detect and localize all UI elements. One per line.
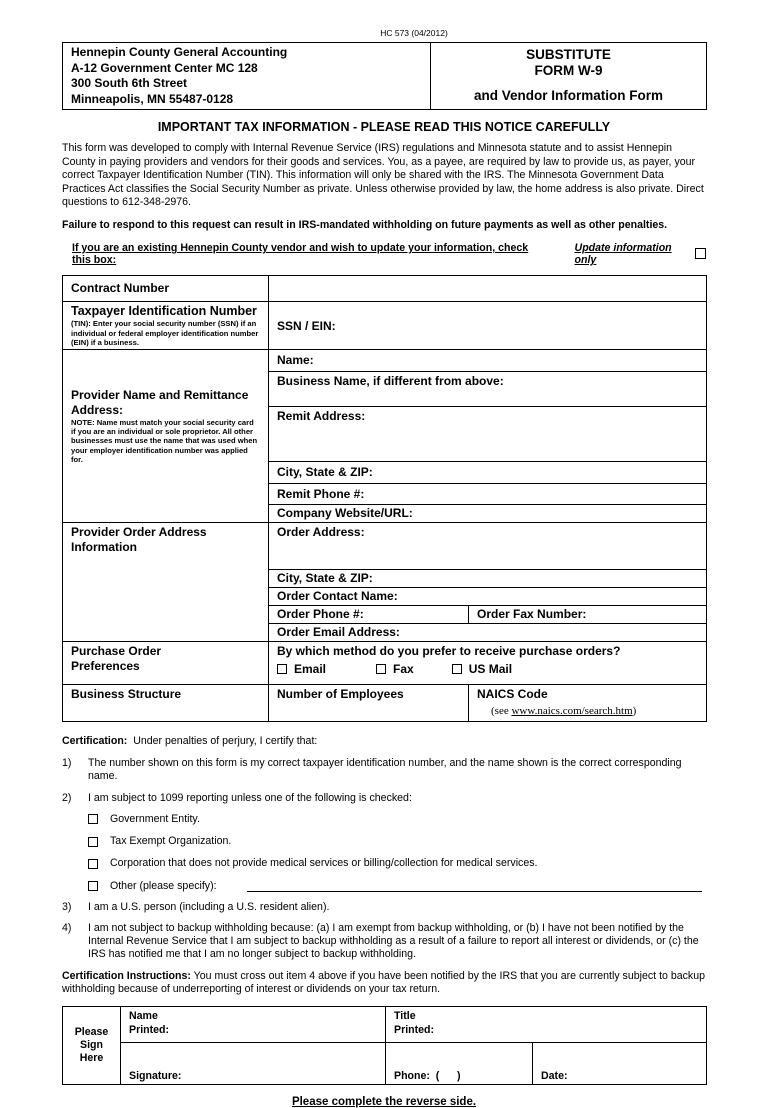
date-label: Date:: [541, 1069, 568, 1082]
business-name-label: Business Name, if different from above:: [277, 374, 504, 389]
cert-checkbox-taxexempt: [88, 835, 706, 848]
cert-checkbox-list: [88, 813, 706, 893]
naics-label: NAICS Code: [477, 687, 548, 702]
signature-field[interactable]: [121, 1042, 386, 1084]
sign-here-line-2: Sign: [80, 1038, 103, 1051]
tin-row: [63, 301, 707, 349]
po-option-fax: [376, 662, 414, 676]
certification-instructions-text: You must cross out item 4 above if you have been notified by the IRS that you are currently subject to backup withholding because of underreporting of interest or dividends on your tax return.: [62, 969, 706, 995]
corporation-checkbox[interactable]: [88, 859, 98, 869]
order-email-field[interactable]: [269, 624, 707, 642]
tax-exempt-checkbox[interactable]: [88, 837, 98, 847]
agency-address-cell: [63, 43, 431, 110]
signature-row-printed: [63, 1006, 707, 1042]
ssn-ein-field[interactable]: [269, 301, 707, 349]
employees-field[interactable]: [269, 685, 469, 722]
order-address-label: Order Address:: [277, 525, 365, 540]
tin-note: (TIN): Enter your social security number (SSN) if an individual or federal employer identification number (EIN) if a business.: [71, 319, 259, 347]
agency-line-1: Hennepin County General Accounting: [71, 45, 288, 59]
name-label: Name:: [277, 353, 314, 368]
fax-label: Fax: [393, 662, 414, 677]
certification-heading-line: [62, 735, 706, 748]
name-printed-field[interactable]: [121, 1006, 386, 1042]
title-printed-label-2: Printed:: [394, 1023, 435, 1036]
other-checkbox[interactable]: [88, 881, 98, 891]
certification-intro: Under penalties of perjury, I certify that:: [127, 735, 318, 748]
failure-warning: Failure to respond to this request can result in IRS-mandated withholding on future payments as well as other penalties.: [62, 218, 668, 231]
order-phone-field[interactable]: [269, 606, 469, 624]
cert-item-4-text: I am not subject to backup withholding because: (a) I am exempt from backup withholding, or (b) I have not been notified by the Internal Revenue Service that I am subject to backup withholding as a result of a failure to report all interest or dividends, or (c) the IRS has notified me that I am no longer subject to backup withholding.: [88, 921, 699, 961]
remit-city-field[interactable]: [269, 462, 707, 484]
form-title-line-2: FORM W-9: [534, 63, 603, 78]
order-phone-label: Order Phone #:: [277, 607, 364, 622]
order-address-row: [63, 523, 707, 570]
naics-see-prefix: (see: [491, 704, 512, 717]
government-entity-checkbox[interactable]: [88, 814, 98, 824]
business-structure-field[interactable]: [63, 685, 269, 722]
form-code: HC 573 (04/2012): [380, 28, 448, 38]
remittance-note: NOTE: Name must match your social security card if you are an individual or sole proprietor. All other businesses must use the name that was used when your employer identification number was applied for.: [71, 418, 258, 464]
title-printed-label-1: Title: [394, 1009, 416, 1022]
tin-label: Taxpayer Identification Number: [71, 303, 257, 318]
remit-address-label: Remit Address:: [277, 409, 366, 424]
order-address-field[interactable]: [269, 523, 707, 570]
tax-exempt-label: Tax Exempt Organization.: [110, 835, 232, 848]
remit-phone-field[interactable]: [269, 484, 707, 505]
agency-line-2: A-12 Government Center MC 128: [71, 60, 258, 75]
cert-item-1-text: The number shown on this form is my correct taxpayer identification number, and the name shown is the correct corresponding name.: [88, 757, 682, 783]
business-name-field[interactable]: [269, 372, 707, 407]
cert-item-1: [62, 757, 706, 783]
remittance-label-cell: [63, 350, 269, 523]
update-info-line: [72, 242, 706, 266]
phone-field[interactable]: [386, 1042, 533, 1084]
contract-number-row: [63, 275, 707, 301]
signature-label: Signature:: [129, 1069, 182, 1082]
corporation-label: Corporation that does not provide medical services or billing/collection for medical services.: [110, 857, 538, 870]
cert-item-1-num: 1): [62, 757, 72, 770]
order-city-field[interactable]: [269, 570, 707, 588]
update-info-text: If you are an existing Hennepin County vendor and wish to update your information, check this box:: [72, 241, 529, 266]
other-label: Other (please specify):: [110, 879, 217, 892]
cert-item-4-num: 4): [62, 921, 72, 934]
employees-label: Number of Employees: [277, 687, 404, 702]
remit-name-row: [63, 350, 707, 372]
cert-item-3: [62, 901, 706, 914]
cert-item-2-text: I am subject to 1099 reporting unless one of the following is checked:: [88, 791, 412, 804]
header-box: [62, 42, 707, 110]
certification-section: [62, 735, 706, 996]
po-options: [277, 662, 698, 676]
signature-table: [62, 1006, 707, 1085]
certification-instructions: [62, 970, 706, 996]
cert-checkbox-corp: [88, 857, 706, 870]
update-info-checkbox[interactable]: [695, 248, 706, 259]
cert-checkbox-gov: [88, 813, 706, 826]
order-contact-label: Order Contact Name:: [277, 589, 398, 604]
form-title-cell: [431, 43, 707, 110]
agency-line-3: 300 South 6th Street: [71, 76, 188, 90]
po-question: By which method do you prefer to receive purchase orders?: [277, 644, 621, 659]
certification-heading: Certification:: [62, 735, 128, 748]
notice-title: IMPORTANT TAX INFORMATION - PLEASE READ THIS NOTICE CAREFULLY: [157, 120, 611, 134]
cert-checkbox-other: [88, 880, 706, 893]
other-specify-blank[interactable]: [247, 880, 702, 892]
order-contact-field[interactable]: [269, 588, 707, 606]
update-only-label: Update information only: [574, 241, 672, 266]
reverse-side-note: Please complete the reverse side.: [291, 1095, 477, 1108]
po-option-email: [277, 662, 326, 676]
naics-see-suffix: ): [632, 704, 637, 717]
usmail-label: US Mail: [468, 662, 513, 677]
phone-label: Phone: ( ): [394, 1069, 461, 1082]
po-preferences-row: [63, 642, 707, 685]
usmail-checkbox[interactable]: [452, 664, 462, 674]
order-email-label: Order Email Address:: [277, 625, 400, 640]
naics-field[interactable]: [469, 685, 707, 722]
order-city-label: City, State & ZIP:: [277, 571, 373, 586]
cert-item-2-num: 2): [62, 791, 72, 804]
cert-item-3-num: 3): [62, 900, 72, 913]
signature-row-sign: [63, 1042, 707, 1084]
remit-city-label: City, State & ZIP:: [277, 465, 373, 480]
please-sign-here-cell: [63, 1006, 121, 1084]
order-fax-label: Order Fax Number:: [477, 607, 587, 622]
order-fax-field[interactable]: [469, 606, 707, 624]
naics-see-line: [477, 705, 698, 717]
sign-here-line-1: Please: [74, 1025, 109, 1038]
date-field[interactable]: [533, 1042, 707, 1084]
sign-here-line-3: Here: [79, 1051, 104, 1064]
email-label: Email: [294, 662, 327, 677]
name-printed-label-2: Printed:: [129, 1023, 170, 1036]
business-structure-label: Business Structure: [71, 687, 182, 702]
form-title-line-1: SUBSTITUTE: [526, 47, 611, 62]
email-checkbox[interactable]: [277, 664, 287, 674]
agency-line-4: Minneapolis, MN 55487-0128: [71, 91, 234, 106]
naics-link[interactable]: www.naics.com/search.htm: [511, 704, 633, 717]
name-field[interactable]: [269, 350, 707, 372]
form-title-line-3: and Vendor Information Form: [473, 88, 663, 103]
website-label: Company Website/URL:: [277, 506, 413, 521]
contract-number-field[interactable]: [269, 275, 707, 301]
government-entity-label: Government Entity.: [110, 812, 200, 825]
notice-body: This form was developed to comply with Internal Revenue Service (IRS) regulations and Minnesota statute and to assist Hennepin County in paying providers and vendors for their goods and services. You, as a payee, are required by law to provide us, as payer, your correct Taxpayer Identification Number (TIN). This information will only be shared with the IRS. The Minnesota Government Data Practices Act classifies the Social Security Number as private. Unless otherwise provided by law, the home address is also private. Direct questions to 612-348-2976.: [62, 142, 704, 209]
tin-label-cell: [63, 301, 269, 349]
website-field[interactable]: [269, 505, 707, 523]
vendor-info-table: [62, 275, 707, 722]
remit-phone-label: Remit Phone #:: [277, 487, 365, 502]
order-label: Provider Order Address Information: [71, 525, 207, 554]
name-printed-label-1: Name: [129, 1009, 158, 1022]
fax-checkbox[interactable]: [376, 664, 386, 674]
cert-item-3-text: I am a U.S. person (including a U.S. resident alien).: [88, 900, 330, 913]
po-option-usmail: [452, 662, 512, 676]
cert-item-4: [62, 922, 706, 962]
contract-number-label: Contract Number: [63, 275, 269, 301]
ssn-ein-label: SSN / EIN:: [277, 318, 336, 333]
title-printed-field[interactable]: [386, 1006, 707, 1042]
po-label: Purchase Order Preferences: [71, 644, 162, 673]
remittance-label: Provider Name and Remittance Address:: [71, 388, 249, 417]
po-label-cell: [63, 642, 269, 685]
certification-instructions-heading: Certification Instructions:: [62, 969, 191, 982]
cert-item-2: [62, 792, 706, 805]
business-structure-row: [63, 685, 707, 722]
remit-address-field[interactable]: [269, 407, 707, 462]
order-label-cell: [63, 523, 269, 642]
po-question-cell: [269, 642, 707, 685]
